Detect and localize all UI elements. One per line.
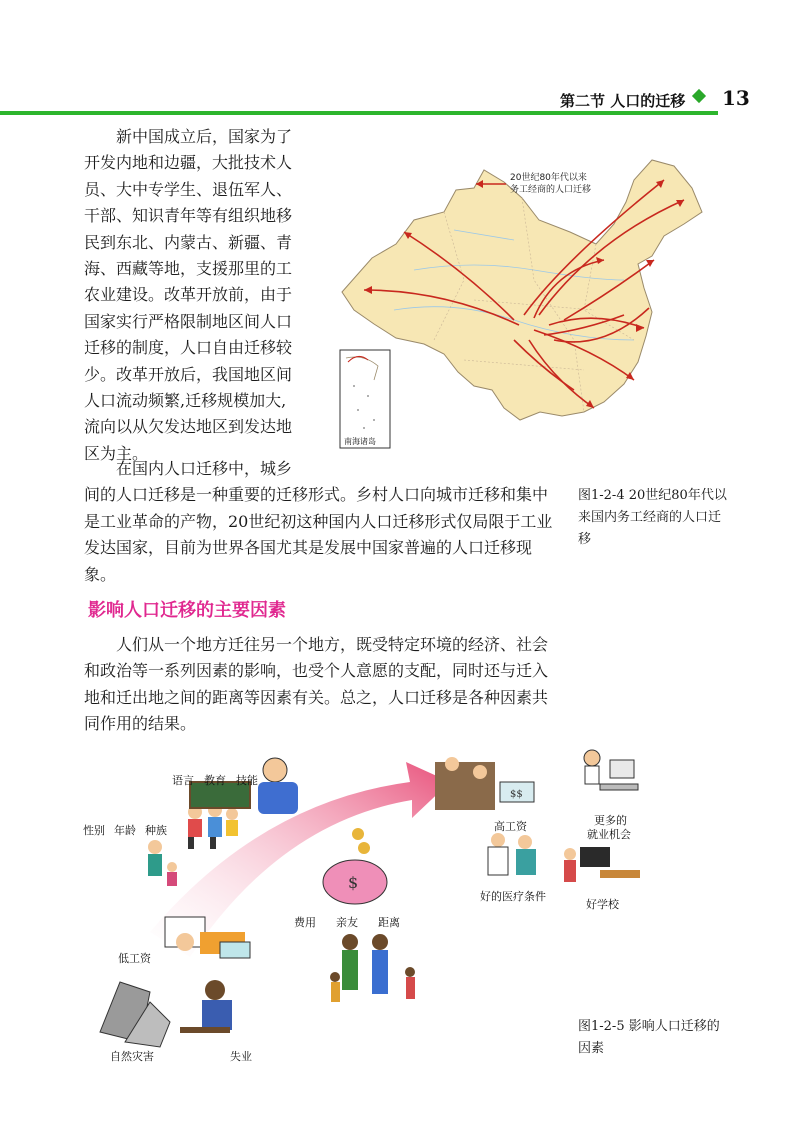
label-disaster: 自然灾害 bbox=[110, 1050, 154, 1063]
family-icon bbox=[148, 840, 177, 886]
legend-line-2: 务工经商的人口迁移 bbox=[510, 185, 592, 195]
legend-line-1: 20世纪80年代以来 bbox=[510, 173, 587, 183]
paragraph-3: 人们从一个地方迁往另一个地方，既受特定环境的经济、社会和政治等一系列因素的影响，也受个人意愿的支配，同时还与迁入地和迁出地之间的距离等因素有关。总之，人口迁移是各种因素共同作用的结果。 bbox=[84, 635, 549, 734]
inset-label: 南海诸岛 bbox=[344, 437, 376, 446]
text-line: 流向以从欠发达地区到发达地 bbox=[84, 417, 293, 437]
paragraph-1 bbox=[84, 124, 330, 467]
doctor-icon bbox=[488, 833, 536, 875]
south-sea-inset bbox=[340, 350, 390, 448]
unemployed-man-icon bbox=[180, 980, 232, 1033]
label-school: 好学校 bbox=[586, 898, 619, 911]
paragraph-2-body: 间的人口迁移是一种重要的迁移形式。乡村人口向城市迁移和集中是工业革命的产物，20世纪初这种国内人口迁移形式仅局限于工业发达国家，目前为世界各国尤其是发展中国家普遍的人口迁移现象。 bbox=[84, 485, 553, 584]
text-line: 迁移的制度，人口自由迁移较 bbox=[84, 338, 293, 358]
text-line: 少。改革开放后，我国地区间 bbox=[84, 364, 293, 384]
label-language: 语言 bbox=[172, 774, 194, 787]
diamond-icon bbox=[692, 89, 706, 103]
migration-map-figure bbox=[334, 140, 719, 455]
label-high-wage: 高工资 bbox=[494, 820, 527, 833]
text-line: 区为主。 bbox=[84, 443, 149, 463]
people-group-icon bbox=[188, 803, 238, 849]
section-heading: 影响人口迁移的主要因素 bbox=[88, 600, 286, 621]
label-cost: 费用 bbox=[294, 916, 316, 929]
text-line: 国家实行严格限制地区间人口 bbox=[84, 311, 293, 331]
factors-drawing bbox=[80, 742, 650, 1072]
text-line: 新中国成立后，国家为了 bbox=[116, 127, 293, 146]
china-map-illustration bbox=[334, 140, 719, 455]
computer-worker-icon bbox=[584, 750, 638, 790]
svg-text:$: $ bbox=[348, 873, 359, 892]
thinking-man-icon bbox=[258, 758, 298, 814]
text-line: 干部、知识青年等有组织地移 bbox=[84, 206, 293, 226]
figure-caption-map: 图1-2-4 20世纪80年代以来国内务工经商的人口迁移 bbox=[578, 488, 727, 547]
office-meeting-icon bbox=[435, 757, 534, 810]
label-gender: 性别 bbox=[83, 824, 105, 837]
text-line: 人口流动频繁,迁移规模加大, bbox=[84, 391, 287, 411]
disaster-icon bbox=[100, 982, 170, 1047]
label-skills: 技能 bbox=[236, 774, 258, 787]
label-age: 年龄 bbox=[114, 824, 136, 837]
label-medical: 好的医疗条件 bbox=[480, 890, 546, 903]
piggy-bank-icon bbox=[323, 828, 387, 904]
classroom-icon bbox=[564, 847, 640, 882]
text-line: 海、西藏等地，支援那里的工 bbox=[84, 259, 293, 279]
label-more-jobs-2: 就业机会 bbox=[587, 828, 631, 841]
label-distance: 距离 bbox=[378, 916, 400, 929]
label-education: 教育 bbox=[204, 774, 226, 787]
label-unemployment: 失业 bbox=[230, 1050, 252, 1063]
section-title: 第二节 人口的迁移 bbox=[560, 92, 686, 110]
label-race: 种族 bbox=[145, 824, 167, 837]
header-rule bbox=[0, 111, 718, 115]
label-more-jobs-1: 更多的 bbox=[594, 814, 627, 827]
poor-family-icon bbox=[330, 934, 415, 1002]
text-line: 民到东北、内蒙古、新疆、青 bbox=[84, 232, 293, 252]
factors-illustration bbox=[80, 742, 650, 1072]
text-line: 农业建设。改革开放前，由于 bbox=[84, 285, 293, 305]
page-number: 13 bbox=[722, 86, 750, 110]
text-line: 开发内地和边疆，大批技术人 bbox=[84, 153, 293, 173]
label-relatives: 亲友 bbox=[336, 916, 358, 929]
label-low-wage: 低工资 bbox=[118, 952, 151, 965]
paragraph-2 bbox=[84, 456, 554, 588]
figure-caption-factors: 图1-2-5 影响人口迁移的因素 bbox=[578, 1019, 720, 1056]
text-line: 员、大中专学生、退伍军人、 bbox=[84, 179, 293, 199]
paragraph-2-first-line: 在国内人口迁移中，城乡 bbox=[116, 459, 293, 478]
svg-text:$$: $$ bbox=[510, 789, 523, 800]
